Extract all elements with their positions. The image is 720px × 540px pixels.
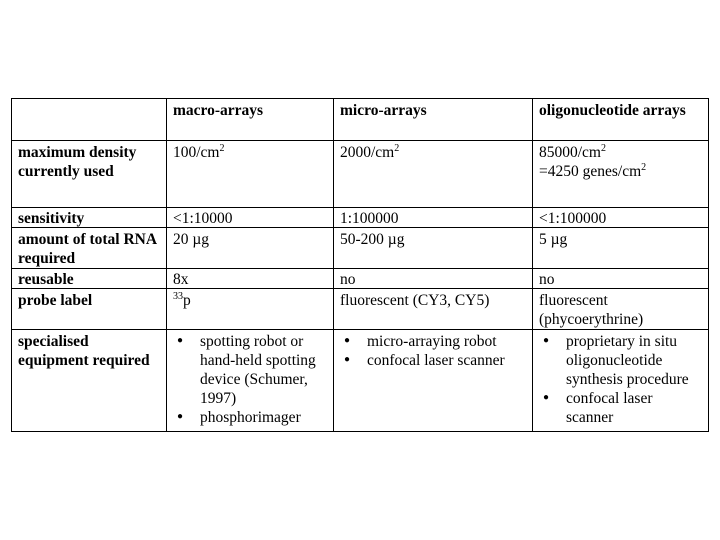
row-label-total-rna: amount of total RNA required bbox=[12, 228, 167, 269]
table-row-reusable bbox=[12, 269, 709, 289]
cell-micro-reusable: no bbox=[334, 269, 533, 289]
row-label-max-density: maximum density currently used bbox=[12, 141, 167, 208]
cell-oligo-reusable: no bbox=[533, 269, 709, 289]
cell-oligo-sensitivity: <1:100000 bbox=[533, 208, 709, 228]
header-row bbox=[12, 99, 709, 141]
row-label-equipment: specialised equipment required bbox=[12, 330, 167, 432]
cell-micro-probe: fluorescent (CY3, CY5) bbox=[334, 289, 533, 330]
cell-micro-rna: 50-200 µg bbox=[334, 228, 533, 269]
bullet-icon: ● bbox=[543, 335, 550, 346]
cell-macro-probe: $^{33}$p bbox=[167, 289, 334, 330]
header-cell-micro-arrays: micro-arrays bbox=[334, 99, 533, 141]
list-item: ● confocal laser scanner bbox=[543, 390, 653, 426]
comparison-table bbox=[11, 98, 709, 432]
bullet-icon: ● bbox=[177, 335, 184, 346]
cell-macro-density: $100/cm^2$ bbox=[167, 141, 334, 208]
table-row-equipment bbox=[12, 330, 709, 432]
cell-macro-equipment bbox=[167, 330, 334, 432]
list-item: ● confocal laser scanner bbox=[344, 352, 505, 369]
bullet-list bbox=[340, 332, 527, 370]
bullet-list bbox=[173, 332, 328, 427]
bullet-icon: ● bbox=[177, 411, 184, 422]
list-item: ● phosphorimager bbox=[177, 409, 301, 426]
list-item: ● spotting robot or hand-held spotting device (Schumer, 1997) bbox=[177, 333, 316, 407]
row-label-probe-label: probe label bbox=[12, 289, 167, 330]
bullet-icon: ● bbox=[344, 335, 351, 346]
bullet-icon: ● bbox=[543, 392, 550, 403]
cell-macro-sensitivity: <1:10000 bbox=[167, 208, 334, 228]
cell-oligo-density: $85000/cm^2$ =4250 genes/$cm^2$ bbox=[533, 141, 709, 208]
cell-macro-rna: 20 µg bbox=[167, 228, 334, 269]
row-label-sensitivity: sensitivity bbox=[12, 208, 167, 228]
bullet-icon: ● bbox=[344, 354, 351, 365]
cell-oligo-rna: 5 µg bbox=[533, 228, 709, 269]
cell-micro-equipment bbox=[334, 330, 533, 432]
header-cell-macro-arrays: macro-arrays bbox=[167, 99, 334, 141]
cell-micro-density: $2000/cm^2$ bbox=[334, 141, 533, 208]
cell-macro-reusable: 8x bbox=[167, 269, 334, 289]
row-label-reusable: reusable bbox=[12, 269, 167, 289]
header-cell-oligonucleotide-arrays: oligonucleotide arrays bbox=[533, 99, 709, 141]
cell-oligo-probe: fluorescent (phycoerythrine) bbox=[533, 289, 709, 330]
list-item: ● micro-arraying robot bbox=[344, 333, 497, 350]
table-row-probe-label bbox=[12, 289, 709, 330]
cell-micro-sensitivity: 1:100000 bbox=[334, 208, 533, 228]
cell-oligo-equipment bbox=[533, 330, 709, 432]
table-row-sensitivity bbox=[12, 208, 709, 228]
bullet-list bbox=[539, 332, 703, 427]
table-row-max-density bbox=[12, 141, 709, 208]
list-item: ● proprietary in situ oligonucleotide synthesis procedure bbox=[543, 333, 689, 388]
header-cell-empty bbox=[12, 99, 167, 141]
table-row-total-rna bbox=[12, 228, 709, 269]
